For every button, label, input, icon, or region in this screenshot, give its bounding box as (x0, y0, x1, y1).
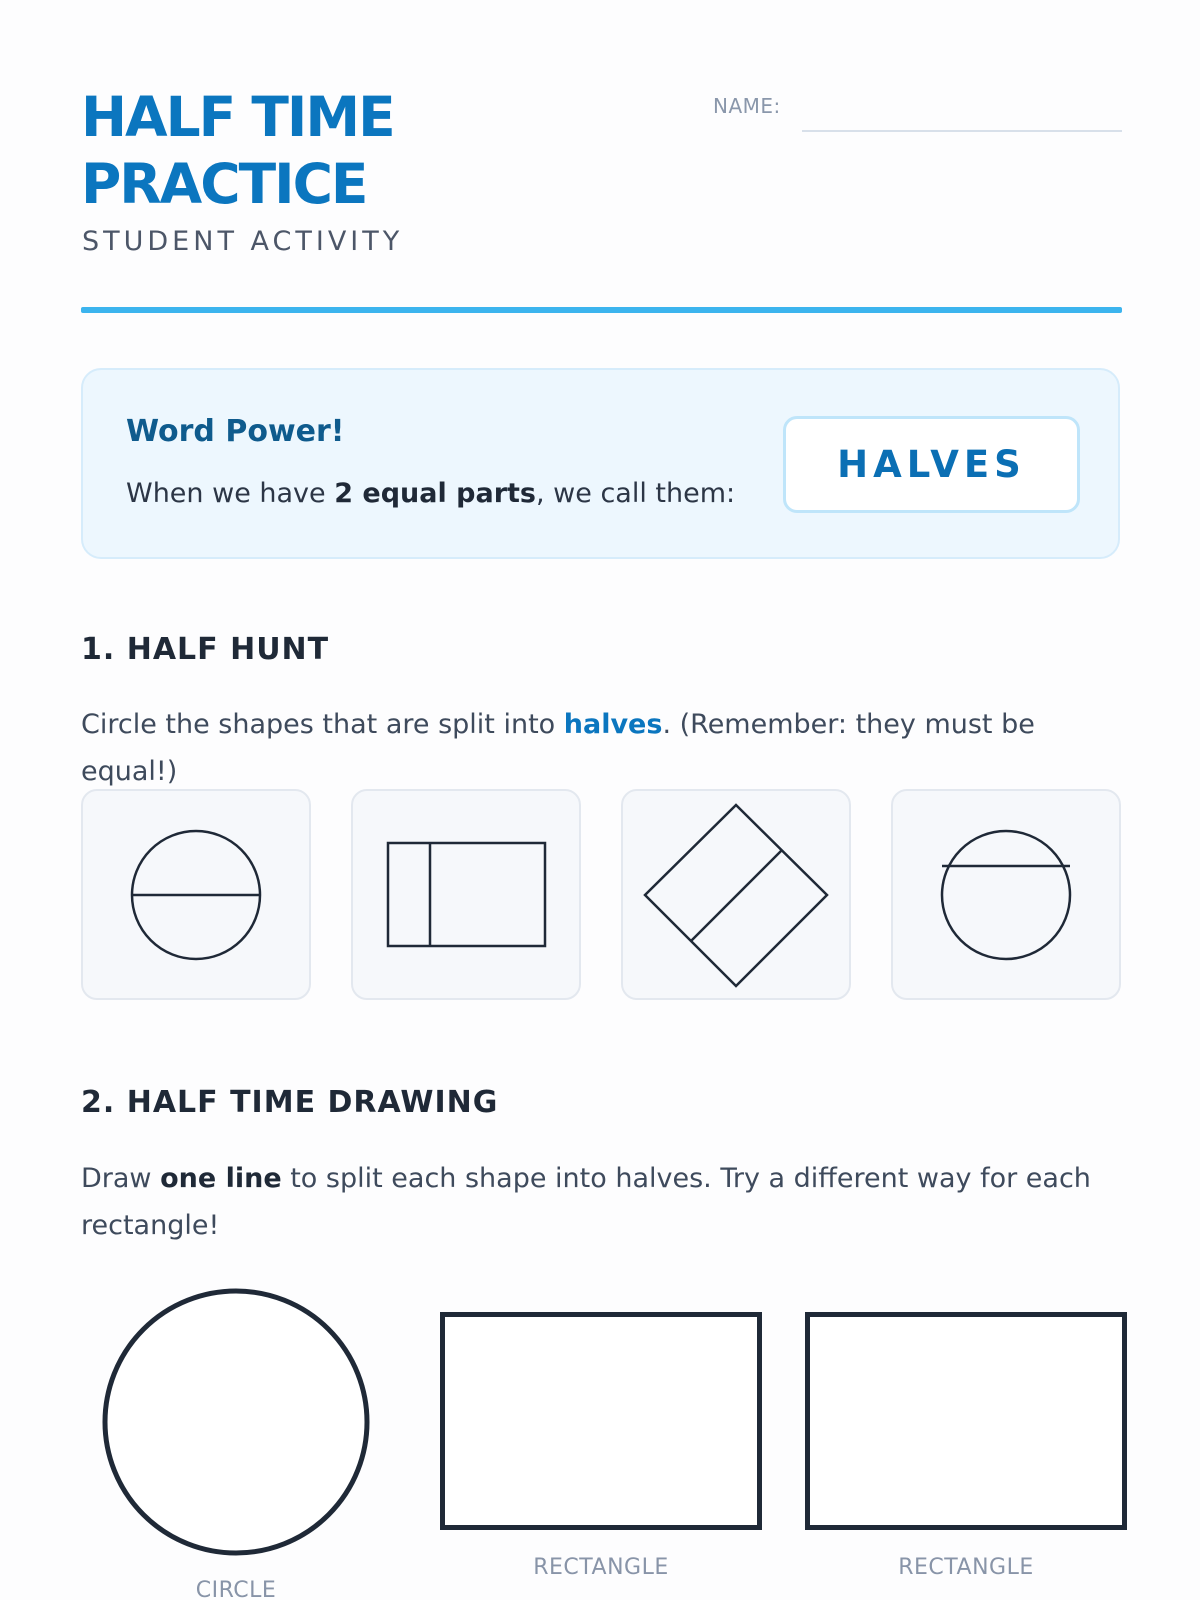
section-2-instructions (81, 1155, 1121, 1249)
shape-label-rectangle-1: RECTANGLE (533, 1555, 669, 1580)
rectangle-split-unequal-icon (353, 791, 579, 998)
circle-drawing-area[interactable] (100, 1286, 372, 1558)
rectangle-drawing-area-2[interactable] (805, 1312, 1127, 1530)
word-power-text-bold: 2 equal parts (334, 478, 536, 509)
word-power-text-end: , we call them: (536, 478, 736, 509)
rectangle-outline-icon (443, 1315, 760, 1528)
circle-split-equal-icon (83, 791, 309, 998)
shape-card-1[interactable] (81, 789, 311, 1000)
section-1-title: 1. HALF HUNT (81, 632, 330, 667)
name-label: NAME: (713, 94, 781, 118)
title-line-1: HALF TIME (81, 85, 394, 149)
shape-label-circle: CIRCLE (195, 1578, 277, 1600)
rectangle-outline-icon (808, 1315, 1125, 1528)
section-2-instr-end: to split each shape into halves. Try a different way for each rectangle! (81, 1163, 1091, 1241)
word-power-box (81, 368, 1120, 559)
page-title (81, 84, 394, 218)
section-1-instr-highlight: halves (563, 709, 663, 740)
section-1-instr-end: . (Remember: they must be equal!) (81, 709, 1035, 787)
section-2-title: 2. HALF TIME DRAWING (81, 1085, 499, 1120)
title-line-2: PRACTICE (81, 152, 367, 216)
section-1-instr-start: Circle the shapes that are split into (81, 709, 564, 740)
circle-split-unequal-icon (893, 791, 1119, 998)
word-power-heading: Word Power! (126, 414, 345, 449)
page-subtitle: STUDENT ACTIVITY (82, 226, 404, 257)
shape-label-rectangle-2: RECTANGLE (898, 1555, 1034, 1580)
diamond-split-equal-icon (623, 791, 849, 998)
word-power-answer-badge: HALVES (783, 416, 1080, 513)
shape-card-4[interactable] (891, 789, 1121, 1000)
name-field[interactable] (802, 130, 1122, 132)
header-divider (81, 307, 1122, 313)
word-power-text (126, 478, 735, 509)
circle-outline-icon (105, 1291, 367, 1553)
section-2-instr-bold: one line (160, 1163, 282, 1194)
section-1-instructions (81, 701, 1121, 795)
shape-card-3[interactable] (621, 789, 851, 1000)
rectangle-drawing-area-1[interactable] (440, 1312, 762, 1530)
word-power-text-start: When we have (126, 478, 335, 509)
section-2-instr-start: Draw (81, 1163, 161, 1194)
shape-card-2[interactable] (351, 789, 581, 1000)
